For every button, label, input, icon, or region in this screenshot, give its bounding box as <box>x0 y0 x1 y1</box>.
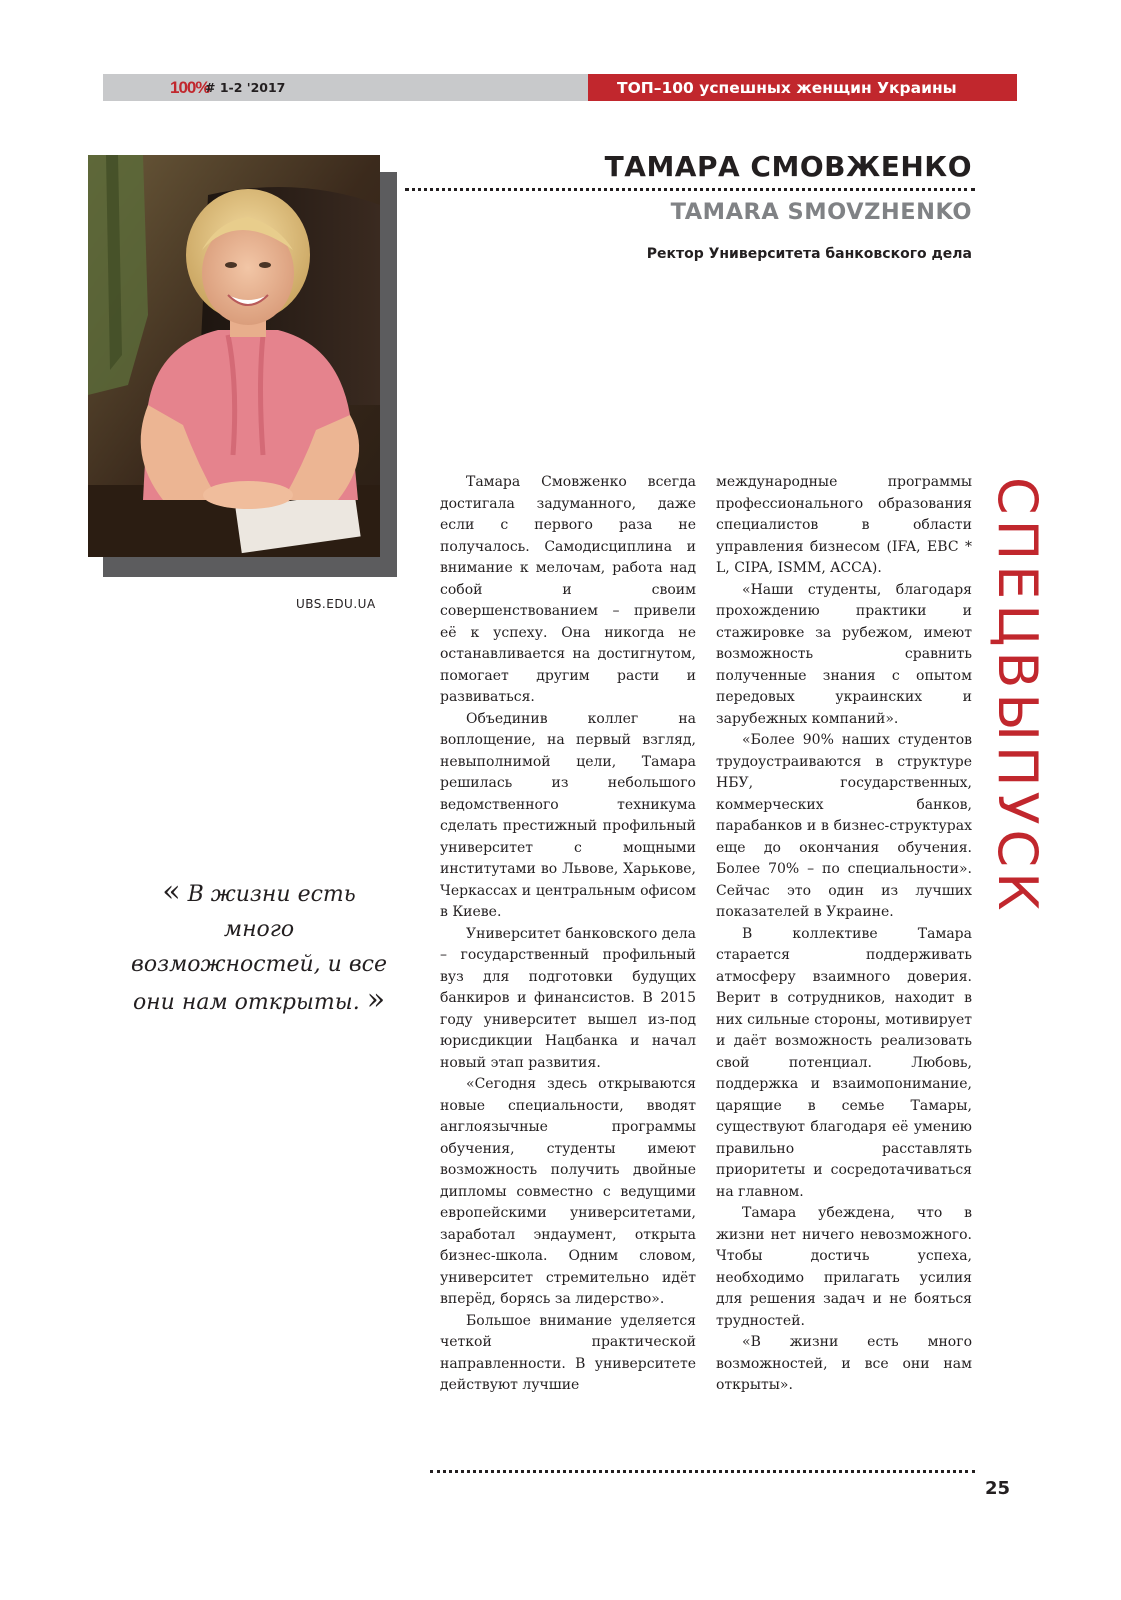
paragraph: международные программы профессионального образования специалистов в области управления бизнесом (IFA, EBC * L, CIPA, ISMM, ACCA). <box>716 474 972 576</box>
paragraph: В коллективе Тамара старается поддерживать атмосферу взаимного доверия. Верит в сотрудников, находит в них сильные стороны, мотивирует и даёт возможность реализовать свой потенциал. Любовь, поддержка и взаимопонимание, царящие в семье Тамары, существуют благодаря её умению правильно расставлять приоритеты и сосредотачиваться на главном. <box>716 925 972 1200</box>
pull-quote <box>128 874 390 1020</box>
name-russian: ТАМАРА СМОВЖЕНКО <box>604 150 972 183</box>
quote-open-mark: « <box>162 874 181 909</box>
article-column-1 <box>440 472 696 1397</box>
dotted-divider-bottom <box>430 1470 975 1473</box>
special-issue-label: СПЕЦВЫПУСК <box>986 477 1049 916</box>
paragraph: «Более 90% наших студентов трудоустраиваются в структуре НБУ, государственных, коммерческих банков, парабанков и в бизнес-структурах еще до окончания обучения. Более 70% – по специальности». Сейчас это один из лучших показателей в Украине. <box>716 732 972 920</box>
paragraph: Тамара Смовженко всегда достигала задуманного, даже если с первого раза не получалось. Самодисциплина и внимание к мелочам, работа над собой и своим совершенствованием – привели её к успеху. Она никогда не останавливается на достигнутом, помогает другим расти и развиваться. <box>440 474 696 705</box>
pull-quote-text: В жизни есть много возможностей, и все они нам открыты. <box>131 882 387 1015</box>
paragraph: Университет банковского дела – государственный профильный вуз для подготовки будущих банкиров и финансистов. В 2015 году университет вышел из-под юрисдикции Нацбанка и начал новый этап развития. <box>440 925 696 1071</box>
portrait-photo <box>88 155 380 557</box>
paragraph: Большое внимание уделяется четкой практической направленности. В университете действуют лучшие <box>440 1312 696 1393</box>
dotted-divider-top <box>405 188 975 191</box>
issue-number: # 1-2 '2017 <box>205 80 286 95</box>
article-column-2 <box>716 472 972 1397</box>
name-english: TAMARA SMOVZHENKO <box>670 199 972 225</box>
photo-credit: UBS.EDU.UA <box>296 597 376 611</box>
paragraph: «Наши студенты, благодаря прохождению практики и стажировке за рубежом, имеют возможность сравнить полученные знания с опытом передовых украинских и зарубежных компаний». <box>716 581 972 727</box>
magazine-logo: 100% <box>170 78 210 97</box>
section-banner-title: ТОП–100 успешных женщин Украины <box>617 79 957 97</box>
job-title: Ректор Университета банковского дела <box>646 246 972 262</box>
paragraph: «Сегодня здесь открываются новые специальности, вводят англоязычные программы обучения, студенты имеют возможность получить двойные дипломы совместно с ведущими европейскими университетами, заработал эндаумент, открыта бизнес-школа. Одним словом, университет стремительно идёт вперёд, борясь за лидерство». <box>440 1076 696 1307</box>
page-number: 25 <box>985 1478 1011 1499</box>
paragraph: «В жизни есть много возможностей, и все они нам открыты». <box>716 1334 972 1393</box>
quote-close-mark: » <box>366 982 386 1017</box>
paragraph: Объединив коллег на воплощение, на первый взгляд, невыполнимой цели, Тамара решилась из небольшого ведомственного техникума сделать престижный профильный университет с мощными институтами во Львове, Харькове, Черкассах и центральным офисом в Киеве. <box>440 710 696 920</box>
paragraph: Тамара убеждена, что в жизни нет ничего невозможного. Чтобы достичь успеха, необходимо прилагать усилия для решения задач и не бояться трудностей. <box>716 1205 972 1329</box>
